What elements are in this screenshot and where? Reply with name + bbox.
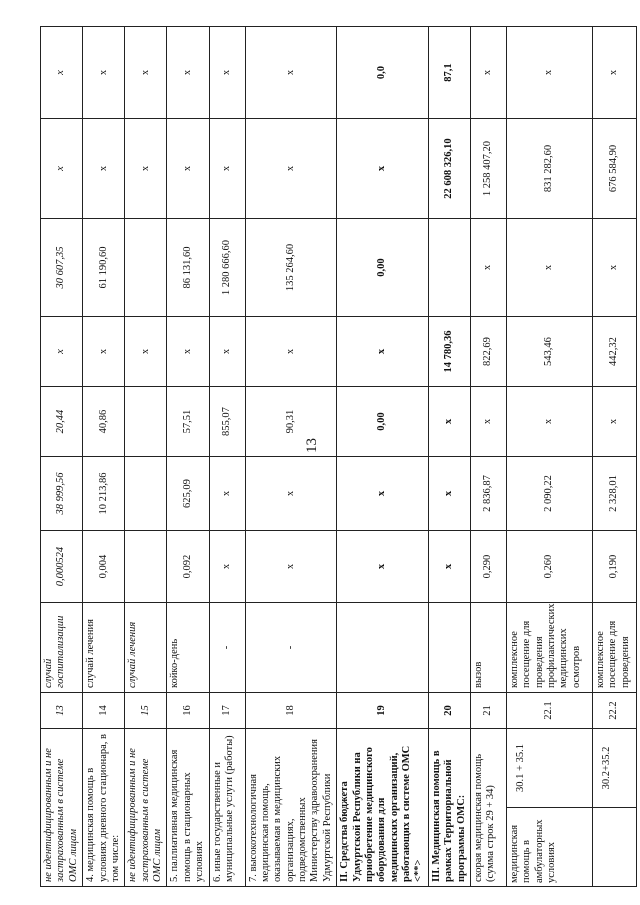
value-cell: 543,46	[506, 317, 592, 387]
value-cell: 38 999,56	[41, 457, 83, 531]
value-cell: х	[41, 27, 83, 119]
value-cell: 2 090,22	[506, 457, 592, 531]
row-name: 4. медицинская помощь в условиях дневного стационара, в том числе:	[83, 729, 125, 887]
value-cell: х	[428, 387, 470, 457]
value-cell: 22 608 326,10	[428, 119, 470, 219]
value-cell: 87,1	[428, 27, 470, 119]
value-cell: х	[592, 27, 636, 119]
row-number: 18	[245, 693, 337, 729]
value-cell: 57,51	[167, 387, 209, 457]
table-row	[209, 27, 245, 887]
row-name: не идентифицированным и не застрахованным в системе ОМС лицам	[41, 729, 83, 887]
statistics-table	[40, 26, 637, 887]
row-number: 21	[470, 693, 506, 729]
row-unit: вызов	[470, 603, 506, 693]
value-cell: х	[245, 457, 337, 531]
value-cell: 831 282,60	[506, 119, 592, 219]
value-cell: х	[245, 119, 337, 219]
value-cell	[125, 531, 167, 603]
row-number: 20	[428, 693, 470, 729]
value-cell: х	[337, 317, 429, 387]
table-row	[125, 27, 167, 887]
row-unit	[428, 603, 470, 693]
value-cell: х	[125, 317, 167, 387]
value-cell: х	[209, 27, 245, 119]
value-cell: 0,004	[83, 531, 125, 603]
table-row	[41, 27, 83, 887]
value-cell: 30 607,35	[41, 219, 83, 317]
value-cell: х	[470, 27, 506, 119]
row-name: 5. паллиативная медицинская помощь в стационарных условиях	[167, 729, 209, 887]
value-cell: х	[470, 387, 506, 457]
value-cell: х	[209, 457, 245, 531]
row-number: 19	[337, 693, 429, 729]
value-cell: х	[337, 457, 429, 531]
row-name: III. Медицинская помощь в рамках Территориальной программы ОМС:	[428, 729, 470, 887]
row-name: II. Средства бюджета Удмуртской Республики на приобретение медицинского оборудования для медицинских организаций, работающих в системе ОМС <**>	[337, 729, 429, 887]
value-cell: х	[337, 531, 429, 603]
value-cell: 135 264,60	[245, 219, 337, 317]
value-cell: 0,092	[167, 531, 209, 603]
value-cell: 2 836,87	[470, 457, 506, 531]
value-cell: х	[167, 27, 209, 119]
value-cell: х	[209, 119, 245, 219]
row-unit	[337, 603, 429, 693]
table-row	[83, 27, 125, 887]
value-cell: х	[125, 119, 167, 219]
row-number: 17	[209, 693, 245, 729]
value-cell: х	[592, 387, 636, 457]
value-cell: 0,0	[337, 27, 429, 119]
value-cell	[125, 387, 167, 457]
row-number: 14	[83, 693, 125, 729]
row-name-group	[593, 807, 636, 886]
value-cell: х	[83, 27, 125, 119]
row-unit: случай лечения	[83, 603, 125, 693]
value-cell: х	[428, 531, 470, 603]
value-cell: х	[209, 317, 245, 387]
value-cell: 676 584,90	[592, 119, 636, 219]
table-row	[245, 27, 337, 887]
value-cell: 61 190,60	[83, 219, 125, 317]
row-number: 22.2	[592, 693, 636, 729]
value-cell: 0,000524	[41, 531, 83, 603]
value-cell: 1 280 666,60	[209, 219, 245, 317]
row-number: 13	[41, 693, 83, 729]
value-cell: х	[506, 387, 592, 457]
value-cell: 442,32	[592, 317, 636, 387]
value-cell: 10 213,86	[83, 457, 125, 531]
value-cell: х	[209, 531, 245, 603]
value-cell: 0,00	[337, 219, 429, 317]
row-name: 7. высокотехнологичная медицинская помощь, оказываемая в медицинских организациях, подведомственных Министерству здравоохранения Удмуртской Республики	[245, 729, 337, 887]
value-cell: х	[125, 27, 167, 119]
row-name	[592, 729, 636, 887]
row-name: не идентифицированным и не застрахованным в системе ОМС лицам	[125, 729, 167, 887]
table-row	[167, 27, 209, 887]
value-cell	[428, 219, 470, 317]
row-name-formula: 30.1 + 35.1	[514, 744, 526, 792]
row-number: 16	[167, 693, 209, 729]
row-unit: случай лечения	[125, 603, 167, 693]
value-cell: 14 780,36	[428, 317, 470, 387]
row-number: 15	[125, 693, 167, 729]
value-cell: х	[506, 219, 592, 317]
value-cell: 0,260	[506, 531, 592, 603]
value-cell: х	[592, 219, 636, 317]
value-cell: х	[506, 27, 592, 119]
value-cell: 0,190	[592, 531, 636, 603]
table-row	[470, 27, 506, 887]
value-cell: х	[83, 317, 125, 387]
table-row	[506, 27, 592, 887]
row-name: 6. иные государственные и муниципальные услуги (работы)	[209, 729, 245, 887]
value-cell: 855,07	[209, 387, 245, 457]
value-cell: 1 258 407,20	[470, 119, 506, 219]
row-name-group: медицинская помощь в амбулаторных условиях	[507, 807, 592, 886]
row-unit: -	[209, 603, 245, 693]
row-number: 22.1	[506, 693, 592, 729]
value-cell: х	[428, 457, 470, 531]
row-name-formula: 30.2+35.2	[600, 746, 612, 790]
value-cell: х	[245, 27, 337, 119]
row-name	[506, 729, 592, 887]
row-unit: случай госпитализации	[41, 603, 83, 693]
value-cell: х	[167, 119, 209, 219]
value-cell: 822,69	[470, 317, 506, 387]
value-cell: х	[245, 531, 337, 603]
value-cell: х	[167, 317, 209, 387]
value-cell: 90,31	[245, 387, 337, 457]
page-number: 13	[304, 438, 320, 453]
value-cell: х	[41, 119, 83, 219]
value-cell: х	[245, 317, 337, 387]
row-name: скорая медицинская помощь (сумма строк 29 + 34)	[470, 729, 506, 887]
table-row	[592, 27, 636, 887]
value-cell: 0,290	[470, 531, 506, 603]
table-row	[428, 27, 470, 887]
rotated-table-wrapper	[40, 27, 631, 887]
value-cell: 0,00	[337, 387, 429, 457]
value-cell: х	[41, 317, 83, 387]
value-cell	[125, 457, 167, 531]
row-unit: койко-день	[167, 603, 209, 693]
value-cell: х	[83, 119, 125, 219]
value-cell: 40,86	[83, 387, 125, 457]
row-unit: комплексное посещение для проведения	[592, 603, 636, 693]
row-unit: -	[245, 603, 337, 693]
value-cell: х	[470, 219, 506, 317]
value-cell: 2 328,01	[592, 457, 636, 531]
table-row	[337, 27, 429, 887]
value-cell: 86 131,60	[167, 219, 209, 317]
row-unit: комплексное посещение для проведения профилактических медицинских осмотров	[506, 603, 592, 693]
value-cell: 20,44	[41, 387, 83, 457]
value-cell	[125, 219, 167, 317]
value-cell: х	[337, 119, 429, 219]
value-cell: 625,09	[167, 457, 209, 531]
